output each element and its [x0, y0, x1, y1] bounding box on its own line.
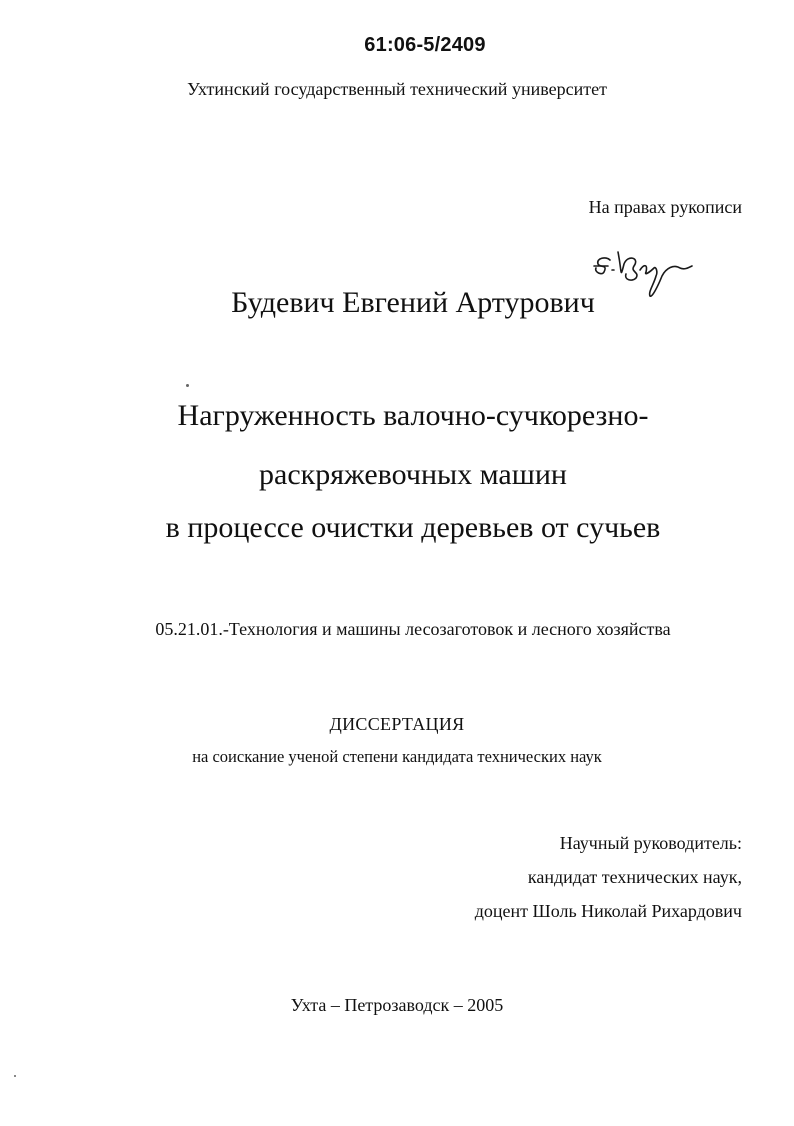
- specialty-code: 05.21.01.-Технология и машины лесозаготовок и лесного хозяйства: [155, 619, 671, 639]
- scan-speck: [186, 384, 189, 387]
- dissertation-title-line-3: в процессе очистки деревьев от сучьев: [165, 511, 661, 544]
- advisor-degree: кандидат технических наук,: [527, 867, 742, 887]
- catalog-number: 61:06-5/2409: [364, 34, 486, 56]
- scan-speck: [14, 1075, 16, 1077]
- author-name: Будевич Евгений Артурович: [231, 286, 595, 319]
- degree-sought: на соискание ученой степени кандидата технических наук: [192, 747, 602, 766]
- rights-note: На правах рукописи: [588, 197, 742, 217]
- dissertation-title-line-1: Нагруженность валочно-сучкорезно-: [177, 399, 649, 432]
- dissertation-title-line-2: раскряжевочных машин: [259, 458, 567, 491]
- university-name: Ухтинский государственный технический университет: [187, 79, 607, 99]
- advisor-heading: Научный руководитель:: [559, 833, 742, 853]
- document-type: ДИССЕРТАЦИЯ: [329, 714, 465, 734]
- advisor-name: доцент Шоль Николай Рихардович: [474, 901, 742, 921]
- place-and-year: Ухта – Петрозаводск – 2005: [290, 995, 504, 1015]
